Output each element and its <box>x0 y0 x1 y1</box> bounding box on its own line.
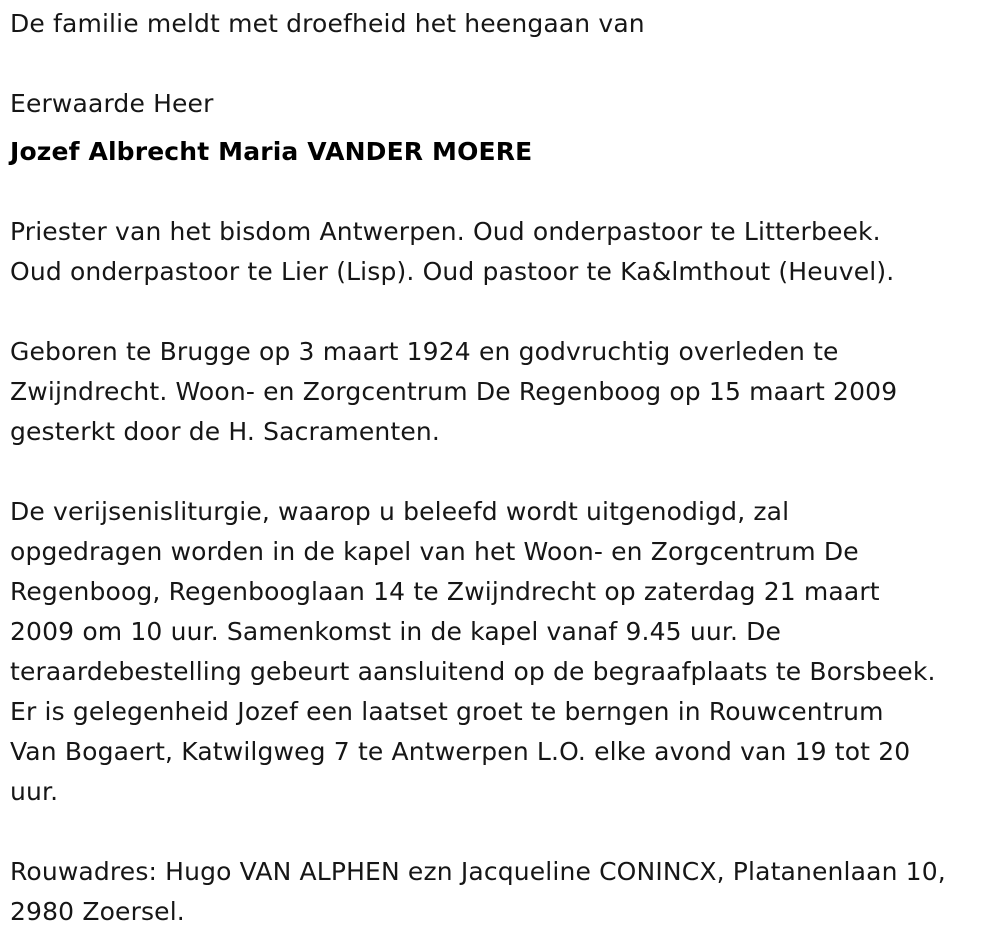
ceremony-line: opgedragen worden in de kapel van het Woon- en Zorgcentrum De <box>10 537 859 566</box>
intro-text: De familie meldt met droefheid het heengaan van <box>10 9 645 38</box>
birth-death-line: gesterkt door de H. Sacramenten. <box>10 417 440 446</box>
spacer <box>10 812 995 852</box>
honorific-title: Eerwaarde Heer <box>10 89 214 118</box>
birth-death-paragraph <box>10 332 995 452</box>
career-line: Oud onderpastoor te Lier (Lisp). Oud pastoor te Ka&lmthout (Heuvel). <box>10 257 895 286</box>
birth-death-line: Geboren te Brugge op 3 maart 1924 en godvruchtig overleden te <box>10 337 839 366</box>
spacer <box>10 172 995 212</box>
career-line: Priester van het bisdom Antwerpen. Oud onderpastoor te Litterbeek. <box>10 217 881 246</box>
ceremony-line: De verijsenisliturgie, waarop u beleefd wordt uitgenodigd, zal <box>10 497 790 526</box>
ceremony-line: Van Bogaert, Katwilgweg 7 te Antwerpen L.O. elke avond van 19 tot 20 <box>10 737 911 766</box>
deceased-name: Jozef Albrecht Maria VANDER MOERE <box>10 137 533 166</box>
address-line: Rouwadres: Hugo VAN ALPHEN ezn Jacqueline CONINCX, Platanenlaan 10, <box>10 857 946 886</box>
ceremony-line: uur. <box>10 777 59 806</box>
spacer <box>10 292 995 332</box>
address-line: 2980 Zoersel. <box>10 897 185 926</box>
spacer <box>10 452 995 492</box>
ceremony-line: Regenboog, Regenbooglaan 14 te Zwijndrecht op zaterdag 21 maart <box>10 577 880 606</box>
career-paragraph <box>10 212 995 292</box>
ceremony-line: Er is gelegenheid Jozef een laatset groet te berngen in Rouwcentrum <box>10 697 884 726</box>
spacer <box>10 124 995 132</box>
obituary-notice <box>10 4 995 932</box>
spacer <box>10 44 995 84</box>
birth-death-line: Zwijndrecht. Woon- en Zorgcentrum De Regenboog op 15 maart 2009 <box>10 377 898 406</box>
address-paragraph <box>10 852 995 932</box>
ceremony-line: 2009 om 10 uur. Samenkomst in de kapel vanaf 9.45 uur. De <box>10 617 782 646</box>
ceremony-line: teraardebestelling gebeurt aansluitend op de begraafplaats te Borsbeek. <box>10 657 936 686</box>
ceremony-paragraph <box>10 492 995 812</box>
